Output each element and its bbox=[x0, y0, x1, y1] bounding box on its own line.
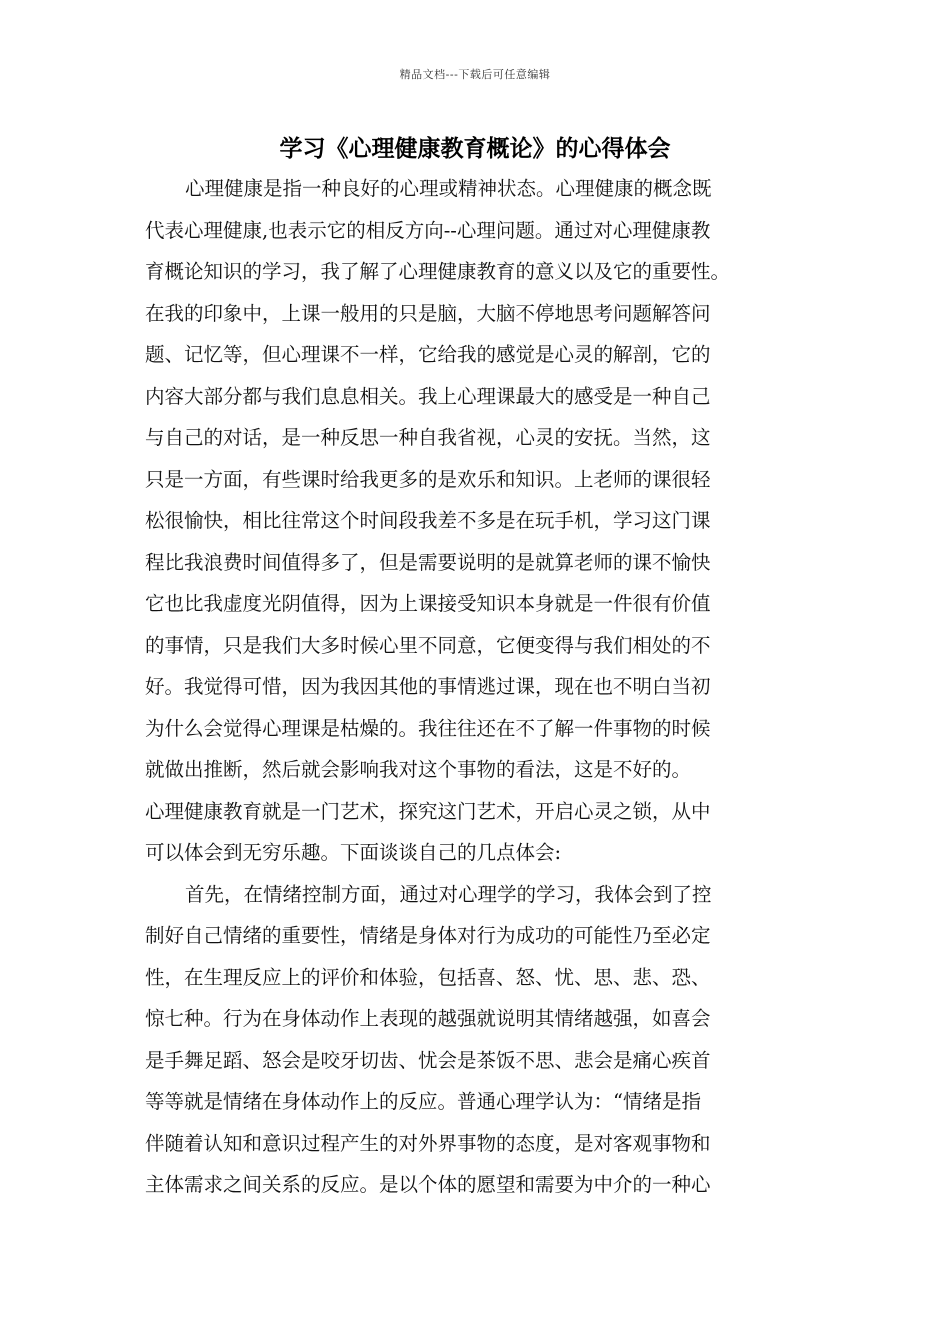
text-line: 等等就是情绪在身体动作上的反应。普通心理学认为：“情绪是指 bbox=[145, 1090, 701, 1113]
text-line: 只是一方面，有些课时给我更多的是欢乐和知识。上老师的课很轻 bbox=[145, 467, 711, 491]
text-line: 它也比我虚度光阴值得，因为上课接受知识本身就是一件很有价值 bbox=[145, 592, 711, 615]
text-line: 为什么会觉得心理课是枯燥的。我往往还在不了解一件事物的时候 bbox=[145, 716, 711, 740]
text-line: 内容大部分都与我们息息相关。我上心理课最大的感受是一种自己 bbox=[145, 384, 711, 408]
text-line: 松很愉快，相比往常这个时间段我差不多是在玩手机，学习这门课 bbox=[145, 509, 711, 532]
text-line: 惊七种。行为在身体动作上表现的越强就说明其情绪越强，如喜会 bbox=[145, 1007, 711, 1030]
text-line: 首先，在情绪控制方面，通过对心理学的学习，我体会到了控 bbox=[185, 882, 712, 906]
text-line: 可以体会到无穷乐趣。下面谈谈自己的几点体会: bbox=[145, 841, 562, 864]
header-note: 精品文档---下载后可任意编辑 bbox=[399, 68, 551, 81]
text-line: 好。我觉得可惜，因为我因其他的事情逃过课，现在也不明白当初 bbox=[145, 675, 711, 698]
text-line: 心理健康是指一种良好的心理或精神状态。心理健康的概念既 bbox=[185, 177, 712, 200]
text-line: 是手舞足蹈、怒会是咬牙切齿、忧会是茶饭不思、悲会是痛心疾首 bbox=[145, 1048, 711, 1072]
text-line: 题、记忆等，但心理课不一样，它给我的感觉是心灵的解剖，它的 bbox=[145, 343, 711, 366]
text-line: 心理健康教育就是一门艺术，探究这门艺术，开启心灵之锁，从中 bbox=[145, 799, 711, 823]
text-line: 主体需求之间关系的反应。是以个体的愿望和需要为中介的一种心 bbox=[145, 1173, 711, 1196]
text-line: 代表心理健康,也表示它的相反方向--心理问题。通过对心理健康教 bbox=[145, 218, 711, 242]
text-line: 与自己的对话，是一种反思一种自我省视，心灵的安抚。当然，这 bbox=[145, 426, 711, 449]
document-title: 学习《心理健康教育概论》的心得体会 bbox=[279, 136, 671, 162]
text-line: 制好自己情绪的重要性，情绪是身体对行为成功的可能性乃至必定 bbox=[145, 924, 711, 947]
text-line: 程比我浪费时间值得多了，但是需要说明的是就算老师的课不愉快 bbox=[145, 550, 711, 574]
text-line: 就做出推断，然后就会影响我对这个事物的看法，这是不好的。 bbox=[145, 758, 692, 781]
document-body bbox=[145, 168, 825, 1206]
text-line: 育概论知识的学习，我了解了心理健康教育的意义以及它的重要性。 bbox=[145, 260, 731, 283]
text-line: 在我的印象中，上课一般用的只是脑，大脑不停地思考问题解答问 bbox=[145, 301, 711, 325]
text-line: 伴随着认知和意识过程产生的对外界事物的态度，是对客观事物和 bbox=[145, 1131, 711, 1155]
text-line: 的事情，只是我们大多时候心里不同意，它便变得与我们相处的不 bbox=[145, 633, 711, 657]
text-line: 性，在生理反应上的评价和体验，包括喜、怒、忧、思、悲、恐、 bbox=[145, 965, 711, 989]
